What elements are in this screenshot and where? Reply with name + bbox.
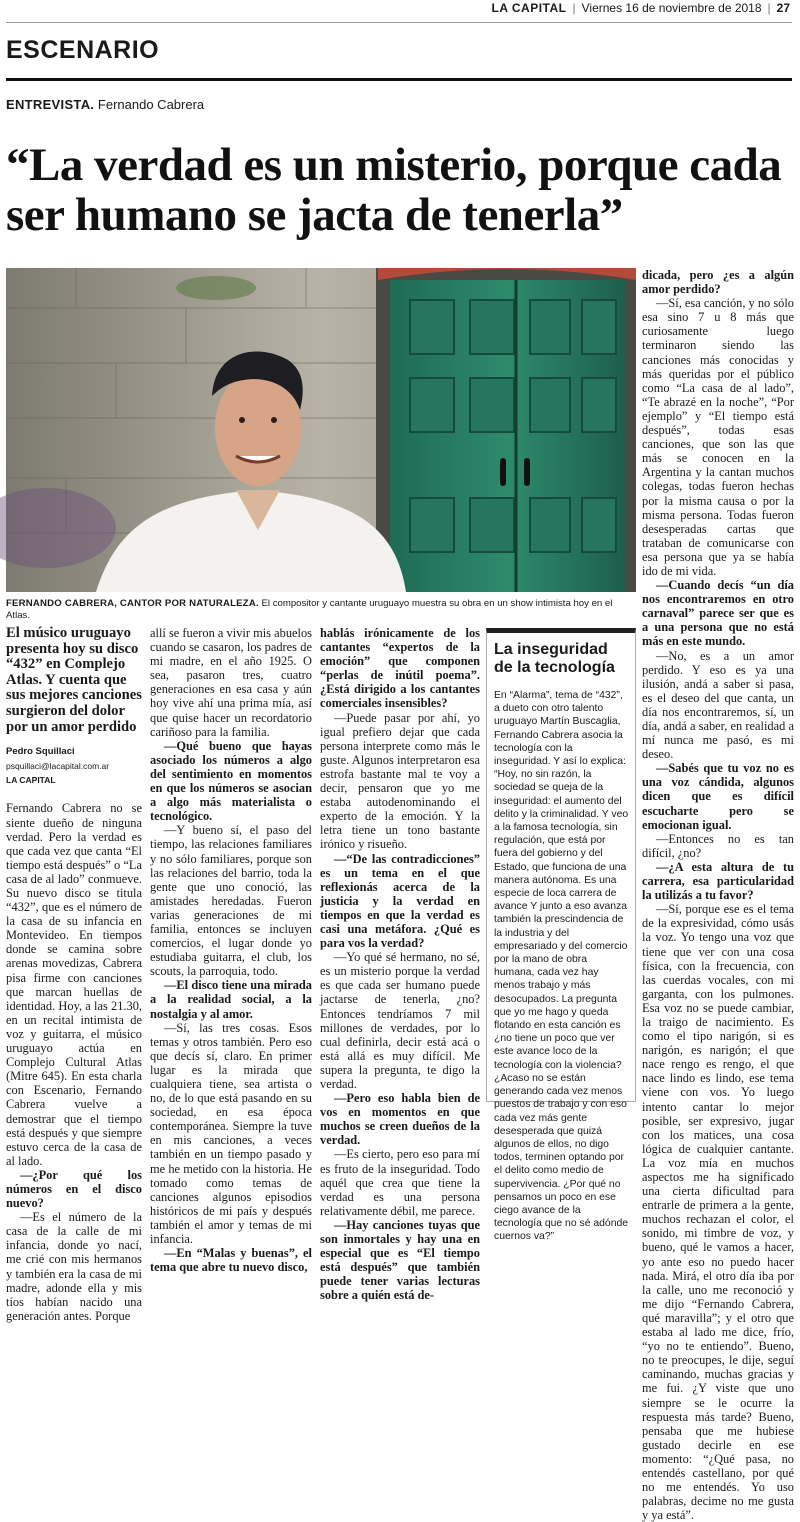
article-column-4 <box>642 268 794 1522</box>
interview-question: —¿A esta altura de tu carrera, esa particularidad la utilizás a tu favor? <box>642 859 794 903</box>
body-paragraph: allí se fueron a vivir mis abuelos cuando se casaron, los padres de mi madre, en el año 1925. O sea, pasaron tres, cuatro generaciones en esa casa y aún hoy vive ahí una prima mía, así que quise hacer un recordatorio cariñoso para la familia. <box>150 626 312 739</box>
interview-question: —En “Malas y buenas”, el tema que abre tu nuevo disco, <box>150 1246 312 1275</box>
issue-date: Viernes 16 de noviembre de 2018 <box>581 1 762 15</box>
body-paragraph: —Puede pasar por ahí, yo igual prefiero dejar que cada persona interprete como más le guste. Algunos interpretaron esa estrofa bastante mal te voy a decir, pensaron que yo me estaba autodenominando el experto de la emoción. Y la letra tiene un tono bastante irónico y risueño. <box>320 710 480 852</box>
interview-question: —El disco tiene una mirada a la realidad social, a la nostalgia y al amor. <box>150 978 312 1021</box>
caption-text: El compositor y cantante uruguayo muestra su obra en un show intimista hoy en el Atlas. <box>6 598 613 621</box>
interview-question: —Pero eso habla bien de vos en momentos en que muchos se creen dueños de la verdad. <box>320 1091 480 1148</box>
interview-question: —Sabés que tu voz no es una voz cándida, algunos dicen que es difícil escucharte pero se emocionan igual. <box>642 761 794 832</box>
sidebar-text: En “Alarma”, tema de “432”, a dueto con otro talento uruguayo Martín Buscaglia, Fernando Cabrera asocia la tecnología con la inseguridad. Y así lo explica: “Hoy, no sin razón, la sociedad se queja de la inseguridad: el aumento del delito y la criminalidad. Y veo a la famosa tecnología, sin regulación, que está por fuera del gobierno y del Estado, que funciona de una manera autónoma. Es una especie de loca carrera de avance Y junto a eso avanza también la prescindencia de la industria y del empresariado y del comercio por la mano de obra humana, cada vez hay menos trabajo y más desocupados. La pregunta que yo me hago y queda flotando en esta canción es ¿no tiene un poco que ver este avance loco de la tecnología con la violencia? ¿Acaso no se están generando cada vez menos puestos de trabajo y con eso cada vez más gente desesperada que quizá algunos de ellos, no digo todos, terminen optando por el delito como medio de supervivencia. ¿Por qué no pensamos un poco en ese ciego avance de la tecnología que no sé adónde cuernos va?” <box>494 690 629 1243</box>
caption-lead: FERNANDO CABRERA, CANTOR POR NATURALEZA. <box>6 598 259 609</box>
body-paragraph: —No, es a un amor perdido. Y eso es ya una ilusión, andá a saber si pasa, es el deseo del que canta, un día nos encontraremos, sí, un día, andá a saber, en realidad a mí nunca me pasó, es mi deseo. <box>642 648 794 762</box>
interview-question: —Qué bueno que hayas asociado los números a algo del sentimiento en momentos en que los números se asocian a algo más materialista o tecnológico. <box>150 738 312 824</box>
kicker-name: Fernando Cabrera <box>97 97 205 112</box>
interview-question: —¿Por qué los números en el disco nuevo? <box>6 1167 142 1211</box>
interview-question: —“De las contradicciones” es un tema en el que reflexionás acerca de la justicia y la verdad en tiempos en que la verdad es casi una metáfora. ¿Qué es para vos la verdad? <box>320 851 480 951</box>
page-number: 27 <box>776 1 790 15</box>
body-paragraph: Fernando Cabrera no se siente dueño de ninguna verdad. Pero la verdad es que cada vez que canta “El tiempo está después” o “La casa de al lado” conmueve. Su nuevo disco se titula “432”, que es el número de la casa de su infancia en Montevideo. En tiempos donde se camina sobre arenas movedizas, Cabrera pisa firme con canciones que marcan huellas de identidad. Hoy, a las 21.30, en un recital intimista de voz y guitarra, el músico uruguayo actúa en Complejo Cultural Atlas (Mitre 645). En esta charla con Escenario, Fernando Cabrera vuelve a demostrar que el tiempo está después y que siempre estuvo cerca de la casa de al lado. <box>6 801 142 1168</box>
sidebar-box <box>486 628 636 1243</box>
body-paragraph: —Es el número de la casa de la calle de mi infancia, donde yo nací, me crié con mis hermanos y también era la casa de mi madre, adonde ella y mis tíos habían nacido una generación antes. Porque <box>6 1210 142 1323</box>
body-paragraph: —Entonces no es tan difícil, ¿no? <box>642 831 794 860</box>
sidebar-title: La inseguridad de la tecnología <box>494 641 615 676</box>
interview-question: —Hay canciones tuyas que son inmortales y hay una en especial que es “El tiempo está después” que también puede tener varias lecturas sobre a quién está de- <box>320 1217 480 1303</box>
byline-author: Pedro Squillaci <box>6 746 75 758</box>
body-paragraph: —Sí, esa canción, y no sólo esa sino 7 u 8 más que curiosamente luego terminaron siendo las canciones más conocidas y más queridas por el público como “La casa de al lado”, “Te abrazé en la noche”, “Por ejemplo” y “El tiempo está después”, todas esas canciones, que son las que más se conocen en la Argentina y la cantan muchos colegas, todas fueron hechas por la misma causa o por la misma persona. Todas fueron desesperadas cartas que trataban de comunicarse con esa persona que ya se había ido de mi vida. <box>642 296 794 578</box>
body-paragraph: —Sí, porque ese es el tema de la expresividad, cómo usás la voz. Yo tengo una voz que tiene que ver con una cosa física, con la frecuencia, con las cuerdas vocales, con mi garganta, con los pulmones. Esa voz no se puede cambiar, la traigo de nacimiento. Es como el tipo narigón, si es narigón, es narigón; el que nace rengo es rengo, el que nace lindo es lindo, ese tema viene con vos. Yo luego intento cantar lo mejor posible, ser expresivo, jugar con los matices, una cosa lógica de cualquier cantante. La voz mía en muchos aspectos me ha significado una cierta dificultad para entrarle de primera a la gente, muchos rechazan el color, el sonido, mi timbre de voz, y bueno, qué le vamos a hacer, yo ante eso no puedo hacer nada. Mirá, el otro día iba por la calle, uno me reconoció y me dijo “Fernando Cabrera, qué maravilla”; y el otro que estaba al lado me dice, frío, “yo no te entiendo”. Bueno, no te preocupes, le dije, seguí caminando, muchas gracias y me fui. ¿Y viste que uno siempre se le ocurre la respuesta más tarde? Bueno, pensaba que me hubiese gustado decirle en ese momento: “¿Qué pasa, no entendés castellano, por qué no me entendés. Yo uso palabras, decime no me gusta y ya está”. <box>642 902 794 1522</box>
section-rule <box>6 78 792 81</box>
byline-email: psquillaci@lacapital.com.ar <box>6 761 110 772</box>
interview-question: —Cuando decís “un día nos encontraremos en otro carnaval” parece ser que es a una persona que no está más en este mundo. <box>642 578 794 649</box>
byline-publication: LA CAPITAL <box>6 775 56 786</box>
kicker-label: ENTREVISTA. <box>6 97 95 112</box>
article-column-1 <box>6 625 142 1323</box>
photo-illustration <box>6 268 636 592</box>
article-photo <box>6 268 636 592</box>
interview-question: dicada, pero ¿es a algún amor perdido? <box>642 268 794 297</box>
article-column-3 <box>320 626 480 1303</box>
body-paragraph: —Yo qué sé hermano, no sé, es un misterio porque la verdad es que cada ser humano puede jactarse de tenerla, ¿no? Entonces tendríamos 7 mil millones de verdades, por lo cual definirla, decir está acá o está allá es muy difícil. Me supera la pregunta, te digo la verdad. <box>320 950 480 1091</box>
headline: “La verdad es un misterio, porque cada ser humano se jacta de tenerla” <box>6 139 782 241</box>
article-column-2 <box>150 626 312 1275</box>
photo-caption <box>6 598 636 622</box>
body-paragraph: —Es cierto, pero eso para mí es fruto de la inseguridad. Todo aquél que crea que tiene la verdad es una persona relativamente débil, me parece. <box>320 1147 480 1218</box>
publication-name: LA CAPITAL <box>491 1 567 15</box>
top-rule <box>6 22 792 23</box>
masthead-separator: | <box>572 1 576 15</box>
interview-question: hablás irónicamente de los cantantes “expertos de la emoción” que componen “perlas de inútil poema”. ¿Está dirigido a los cantantes comerciales insensibles? <box>320 626 480 711</box>
article-summary: El músico uruguayo presenta hoy su disco “432” en Complejo Atlas. Y cuenta que sus mejores canciones surgieron del dolor por un amor perdido <box>6 625 142 735</box>
masthead <box>491 0 790 16</box>
section-title: ESCENARIO <box>6 36 160 64</box>
body-paragraph: —Sí, las tres cosas. Esos temas y otros también. Pero eso que decís sí, claro. En primer lugar es la mirada que cualquiera tiene, sea artista o no, de lo que está pasando en su sociedad, en esa época contemporánea. Siempre la tuve en mis canciones, a veces también en un tiempo pasado y me he metido con la historia. He tomado como temas de canciones algunos episodios históricos de mi país y después también el amor y temas de mi infancia. <box>150 1020 312 1247</box>
kicker <box>6 97 204 112</box>
body-paragraph: —Y bueno sí, el paso del tiempo, las relaciones familiares y no sólo familiares, porque son las relaciones del barrio, toda la gente que uno conoció, las amistades heredadas. Fueron varias generaciones de mi familia, entonces se incluyen comercios, el lugar donde yo estudiaba guitarra, el club, los scouts, la parroquia, todo. <box>150 823 312 979</box>
masthead-separator: | <box>767 1 771 15</box>
